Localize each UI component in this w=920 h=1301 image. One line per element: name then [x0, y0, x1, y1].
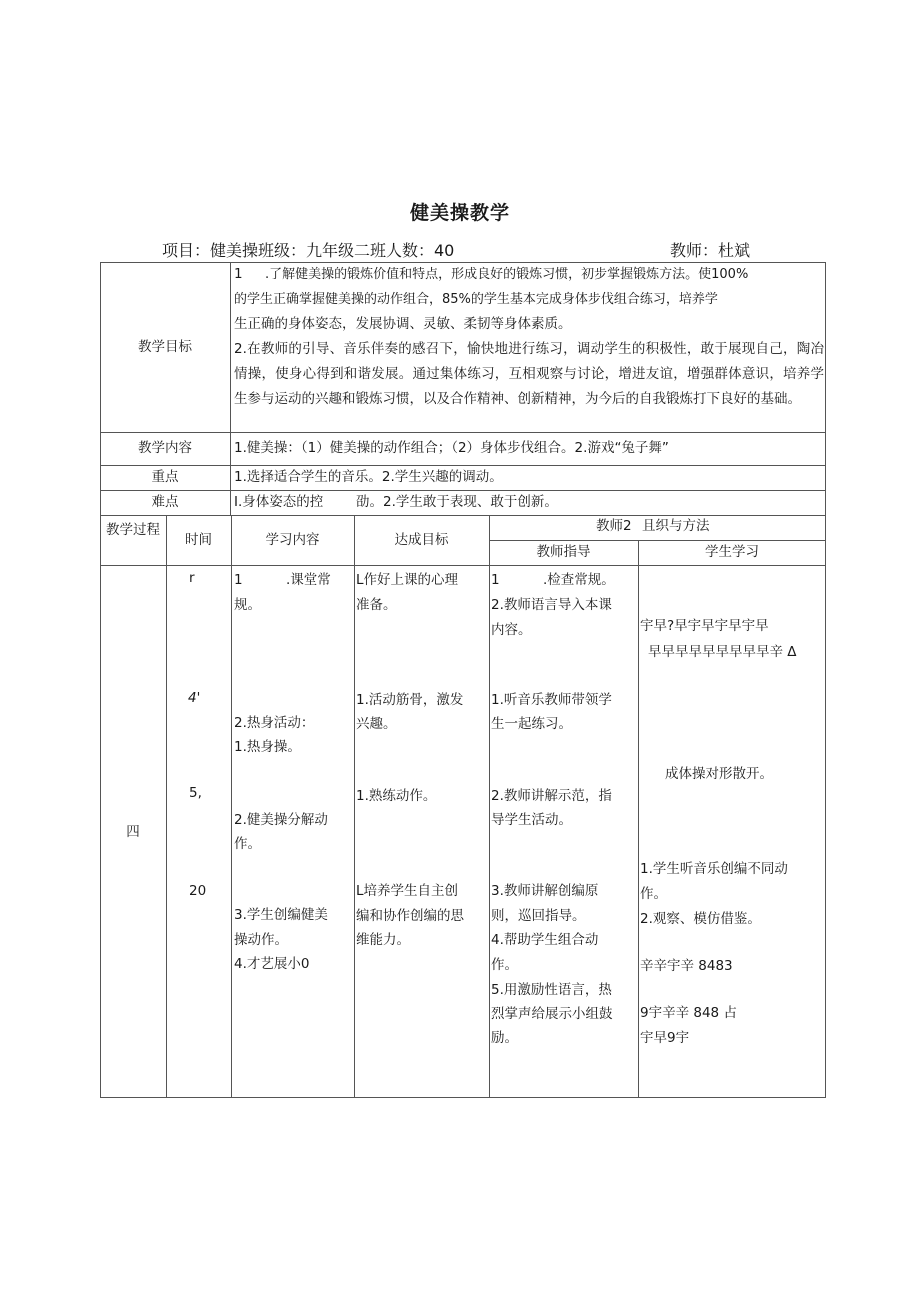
content-item: 操动作。: [234, 932, 288, 948]
goal-item-1-line: 生正确的身体姿态，发展协调、灵敏、柔韧等身体素质。: [234, 316, 572, 332]
content-item: 2.热身活动：: [234, 715, 315, 731]
teacher-item: 生一起练习。: [491, 716, 572, 732]
target-header: 达成目标: [394, 532, 449, 548]
content-item: 规。: [234, 597, 261, 613]
goal-item-2: 2.在教师的引导、音乐伴奏的感召下，愉快地进行练习，调动学生的积极性，敢于展现自己，陶冶情操，使身心得到和谐发展。通过集体练习，互相观察与讨论，增进友谊，增强群体意识，培养学生参与运动的兴趣和锻炼习惯，以及合作精神、创新精神，为今后的自我锻炼打下良好的基础。: [234, 341, 824, 407]
target-item: 兴趣。: [356, 716, 397, 732]
student-item: 1.学生听音乐创编不同动: [640, 861, 788, 877]
teacher-item: 4.帮助学生组合动: [491, 932, 599, 948]
time-entry: 20: [189, 883, 207, 899]
student-item: 2.观察、模仿借鉴。: [640, 911, 761, 927]
teacher-item: 3.教师讲解创编原: [491, 883, 599, 899]
teacher-item: 2.教师语言导入本课: [491, 597, 612, 613]
learning-content-header: 学习内容: [265, 532, 320, 548]
student-item: 成体操对形散开。: [665, 766, 773, 782]
content-item: 2.健美操分解动: [234, 812, 328, 828]
difficulty-label: 难点: [151, 494, 179, 510]
content-column-divider: [354, 515, 355, 1098]
label-column-divider: [230, 262, 231, 515]
target-item: L作好上课的心理: [356, 572, 459, 588]
student-item: 作。: [640, 886, 667, 902]
content-item: 作。: [234, 836, 261, 852]
teacher-item: 2.教师讲解示范，指: [491, 788, 612, 804]
meta-project-class-count: 项目：健美操班级：九年级二班人数：40: [162, 241, 455, 260]
content-text: 1.健美操：（1）健美操的动作组合；（2）身体步伐组合。2.游戏“兔子舞”: [234, 440, 669, 456]
target-item: 1.熟练动作。: [356, 788, 437, 804]
stage-number: 四: [126, 824, 140, 840]
time-entry: r: [189, 570, 195, 586]
goal-item-1-number: 1: [234, 266, 243, 282]
teacher-item-number: 1: [491, 572, 500, 588]
time-header: 时间: [185, 532, 212, 548]
goal-item-1-line: 的学生正确掌握健美操的动作组合，85%的学生基本完成身体步伐组合练习，培养学: [234, 292, 718, 307]
target-item: 1.活动筋骨，激发: [356, 692, 464, 708]
formation-diagram-row: 宇早9宇: [640, 1030, 690, 1046]
header-bottom-rule: [100, 565, 826, 566]
time-column-divider: [231, 515, 232, 1098]
process-header: 教学过程: [106, 522, 160, 538]
method-group-header-a: 教师2: [596, 518, 632, 534]
teacher-item: 励。: [491, 1030, 518, 1046]
process-column-divider: [166, 515, 167, 1098]
target-item: 维能力。: [356, 932, 410, 948]
teacher-guidance-header: 教师指导: [536, 544, 591, 560]
key-points-text: 1.选择适合学生的音乐。2.学生兴趣的调动。: [234, 469, 503, 485]
target-item: L培养学生自主创: [356, 883, 459, 899]
teacher-item: 作。: [491, 957, 518, 973]
meta-teacher: 教师：杜斌: [670, 241, 751, 260]
target-item: 准备。: [356, 597, 397, 613]
time-entry: 5,: [189, 785, 202, 801]
content-item-number: 1: [234, 572, 243, 588]
teacher-item: 烈掌声给展示小组鼓: [491, 1006, 613, 1022]
document-title: 健美操教学: [409, 202, 510, 224]
time-entry: 4': [188, 690, 201, 706]
method-group-header-b: 且织与方法: [642, 518, 710, 534]
teacher-column-divider: [638, 540, 639, 1098]
row-divider: [100, 432, 826, 433]
goal-column-divider: [489, 515, 490, 1098]
student-learning-header: 学生学习: [705, 544, 759, 560]
teacher-item: 1.听音乐教师带领学: [491, 692, 612, 708]
difficulty-text-b: 劭。2.学生敢于表现、敢于创新。: [356, 494, 558, 510]
teacher-item: 内容。: [491, 622, 532, 638]
content-item: 1.热身操。: [234, 739, 301, 755]
goals-label: 教学目标: [138, 339, 192, 355]
content-label: 教学内容: [138, 440, 192, 456]
content-item: .课堂常: [286, 572, 331, 588]
target-item: 编和协作创编的思: [356, 908, 464, 924]
formation-diagram-row: 早早早早早早早早早辛 Δ: [648, 644, 797, 660]
teacher-item: 则，巡回指导。: [491, 908, 586, 924]
content-item: 3.学生创编健美: [234, 907, 328, 923]
row-divider: [100, 515, 826, 516]
formation-diagram-row: 宇早?早宇早宇早宇早: [640, 618, 769, 634]
key-points-label: 重点: [151, 469, 179, 485]
goal-item-1-line: .了解健美操的锻炼价值和特点，形成良好的锻炼习惯，初步掌握锻炼方法。使100%: [265, 267, 749, 282]
formation-diagram-row: 9宇辛辛 848 占: [640, 1005, 737, 1021]
teacher-item: 5.用激励性语言，热: [491, 982, 612, 998]
content-item: 4.才艺展小0: [234, 956, 310, 972]
teacher-item: 导学生活动。: [491, 812, 572, 828]
difficulty-text-a: I.身体姿态的控: [234, 494, 324, 510]
teacher-item: .检查常规。: [543, 572, 615, 588]
formation-diagram-row: 辛辛宇辛 8483: [640, 958, 733, 974]
